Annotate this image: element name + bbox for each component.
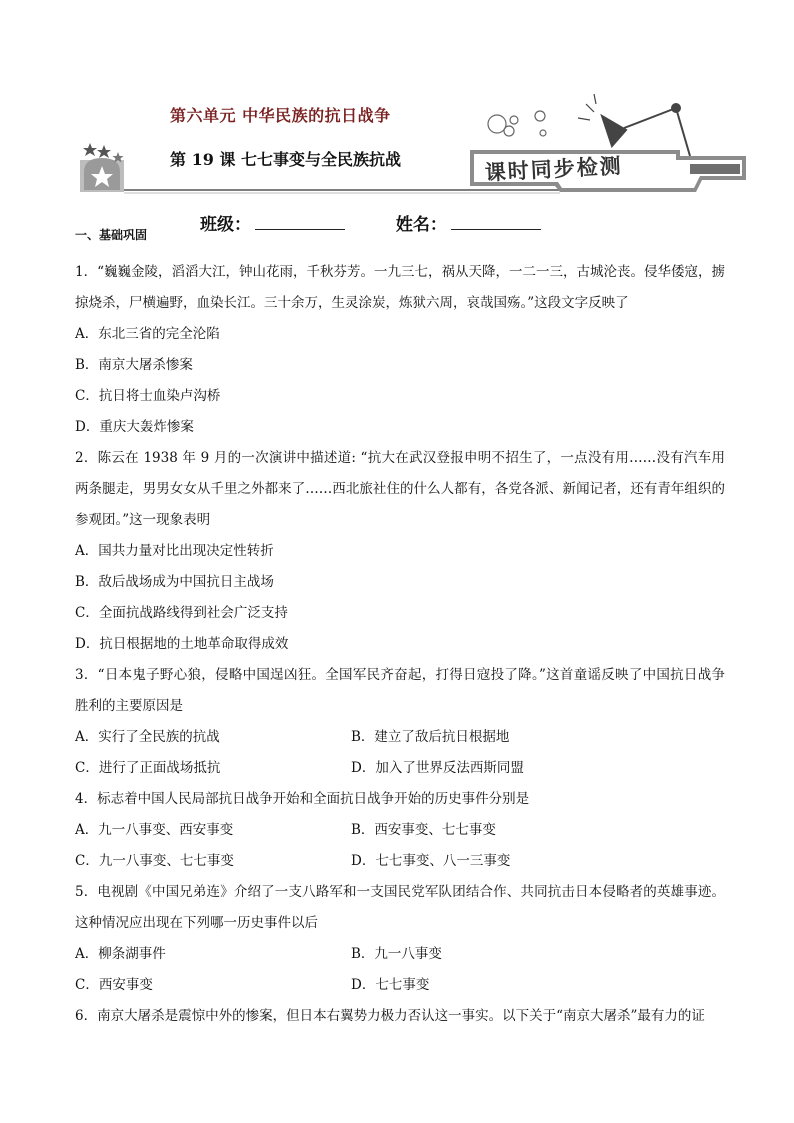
option-c: C．进行了正面战场抵抗: [75, 760, 221, 776]
option-row: [75, 846, 725, 877]
option-a: A．东北三省的完全沦陷: [75, 326, 220, 342]
class-label: 班级：: [200, 215, 251, 235]
question-5: [75, 877, 725, 1001]
question-6: [75, 1001, 725, 1032]
lesson-title: 第 19 课 七七事变与全民族抗战: [170, 150, 401, 169]
option-b: B．建立了敌后抗日根据地: [351, 729, 510, 745]
question-2: [75, 443, 725, 660]
option-d: D．七七事变: [351, 977, 430, 993]
section-title: 一、基础巩固: [75, 228, 148, 242]
option-c: C．九一八事变、七七事变: [75, 853, 234, 869]
brand-title: 课时同步检测: [484, 152, 624, 185]
question-stem: 1．“巍巍金陵，滔滔大江，钟山花雨，千秋芬芳。一九三七，祸从天降，一二一三，古城沦丧。侵华倭寇，掳掠烧杀，尸横遍野，血染长江。三十余万，生灵涂炭，炼狱六周，哀哉国殇。”这段文字反映了: [75, 264, 725, 311]
option-row: [75, 722, 725, 753]
option-row: [75, 815, 725, 846]
option-d: D．重庆大轰炸惨案: [75, 419, 194, 435]
star-badge-icon: [80, 143, 124, 192]
bubble-decoration: [488, 111, 546, 136]
header-banner: [0, 0, 794, 200]
option-row: [75, 939, 725, 970]
option-b: B．敌后战场成为中国抗日主战场: [75, 574, 274, 590]
option-row: [75, 970, 725, 1001]
question-stem: 6．南京大屠杀是震惊中外的惨案，但日本右翼势力极力否认这一事实。以下关于“南京大屠杀”最有力的证: [75, 1008, 705, 1024]
option-a: A．国共力量对比出现决定性转折: [75, 543, 274, 559]
option-a: A．柳条湖事件: [75, 946, 166, 962]
option-b: B．九一八事变: [351, 946, 442, 962]
question-stem: 2．陈云在 1938 年 9 月的一次演讲中描述道: “抗大在武汉登报申明不招生了，一点没有用……没有汽车用两条腿走，男男女女从千里之外都来了……西北旅社住的什么人都有，各党各派、新闻记者，还有青年组织的参观团。”这一现象表明: [75, 450, 725, 528]
option-b: B．南京大屠杀惨案: [75, 357, 193, 373]
desk-lamp-icon: [578, 94, 690, 156]
option-c: C．抗日将士血染卢沟桥: [75, 388, 221, 404]
question-4: [75, 784, 725, 877]
question-3: [75, 660, 725, 784]
question-stem: 5．电视剧《中国兄弟连》介绍了一支八路军和一支国民党军队团结合作、共同抗击日本侵略者的英雄事迹。这种情况应出现在下列哪一历史事件以后: [75, 884, 725, 931]
question-1: [75, 257, 725, 443]
question-stem: 4．标志着中国人民局部抗日战争开始和全面抗日战争开始的历史事件分别是: [75, 791, 530, 807]
question-stem: 3．“日本鬼子野心狼，侵略中国逞凶狂。全国军民齐奋起，打得日寇投了降。”这首童谣反映了中国抗日战争胜利的主要原因是: [75, 667, 725, 714]
option-d: D．加入了世界反法西斯同盟: [351, 760, 524, 776]
option-a: A．实行了全民族的抗战: [75, 729, 220, 745]
option-row: [75, 753, 725, 784]
question-content: [75, 226, 725, 1032]
unit-title: 第六单元 中华民族的抗日战争: [170, 106, 391, 125]
option-d: D．抗日根据地的土地革命取得成效: [75, 636, 289, 652]
option-c: C．全面抗战路线得到社会广泛支持: [75, 605, 288, 621]
option-b: B．西安事变、七七事变: [351, 822, 496, 838]
option-c: C．西安事变: [75, 977, 153, 993]
option-a: A．九一八事变、西安事变: [75, 822, 234, 838]
option-d: D．七七事变、八一三事变: [351, 853, 511, 869]
name-label: 姓名：: [395, 215, 447, 235]
